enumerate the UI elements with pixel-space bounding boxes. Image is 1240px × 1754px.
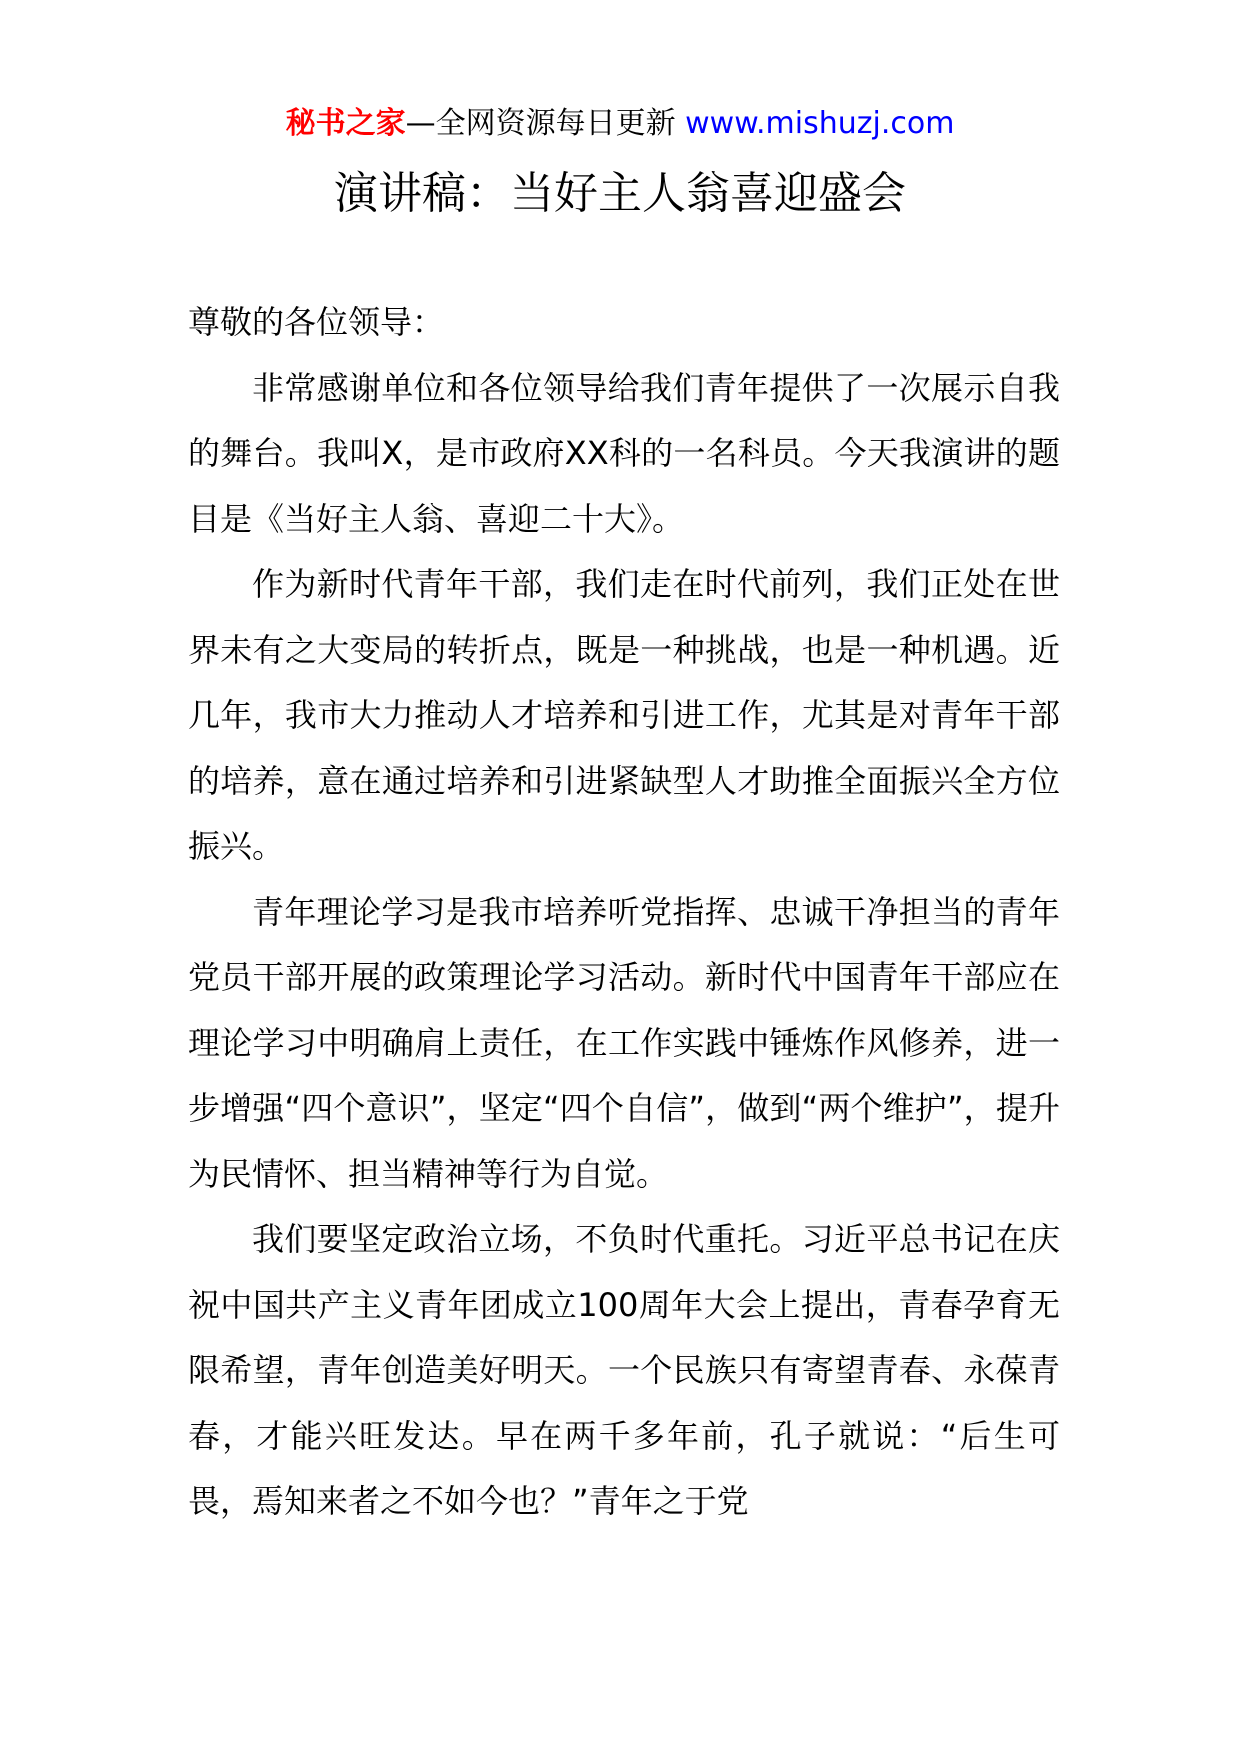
site-header <box>0 104 1240 144</box>
document-title: 演讲稿：当好主人翁喜迎盛会 <box>334 168 906 219</box>
paragraph: 非常感谢单位和各位领导给我们青年提供了一次展示自我的舞台。我叫X，是市政府XX科的一名科员。今天我演讲的题目是《当好主人翁、喜迎二十大》。 <box>188 368 1060 538</box>
site-url-link[interactable]: www.mishuzj.com <box>685 106 955 141</box>
site-brand: 秘书之家 <box>285 106 406 141</box>
paragraph: 作为新时代青年干部，我们走在时代前列，我们正处在世界未有之大变局的转折点，既是一种挑战，也是一种机遇。近几年，我市大力推动人才培养和引进工作，尤其是对青年干部的培养，意在通过培养和引进紧缺型人才助推全面振兴全方位振兴。 <box>188 565 1060 865</box>
salutation: 尊敬的各位领导： <box>188 303 445 341</box>
site-slogan: —全网资源每日更新 <box>405 106 676 141</box>
document-body <box>188 290 1060 1535</box>
paragraph: 我们要坚定政治立场，不负时代重托。习近平总书记在庆祝中国共产主义青年团成立100周年大会上提出，青春孕育无限希望，青年创造美好明天。一个民族只有寄望青春、永葆青春，才能兴旺发达。早在两千多年前，孔子就说：“后生可畏，焉知来者之不如今也？”青年之于党 <box>188 1220 1060 1520</box>
paragraph: 青年理论学习是我市培养听党指挥、忠诚干净担当的青年党员干部开展的政策理论学习活动。新时代中国青年干部应在理论学习中明确肩上责任，在工作实践中锤炼作风修养，进一步增强“四个意识”，坚定“四个自信”，做到“两个维护”，提升为民情怀、担当精神等行为自觉。 <box>188 892 1060 1193</box>
